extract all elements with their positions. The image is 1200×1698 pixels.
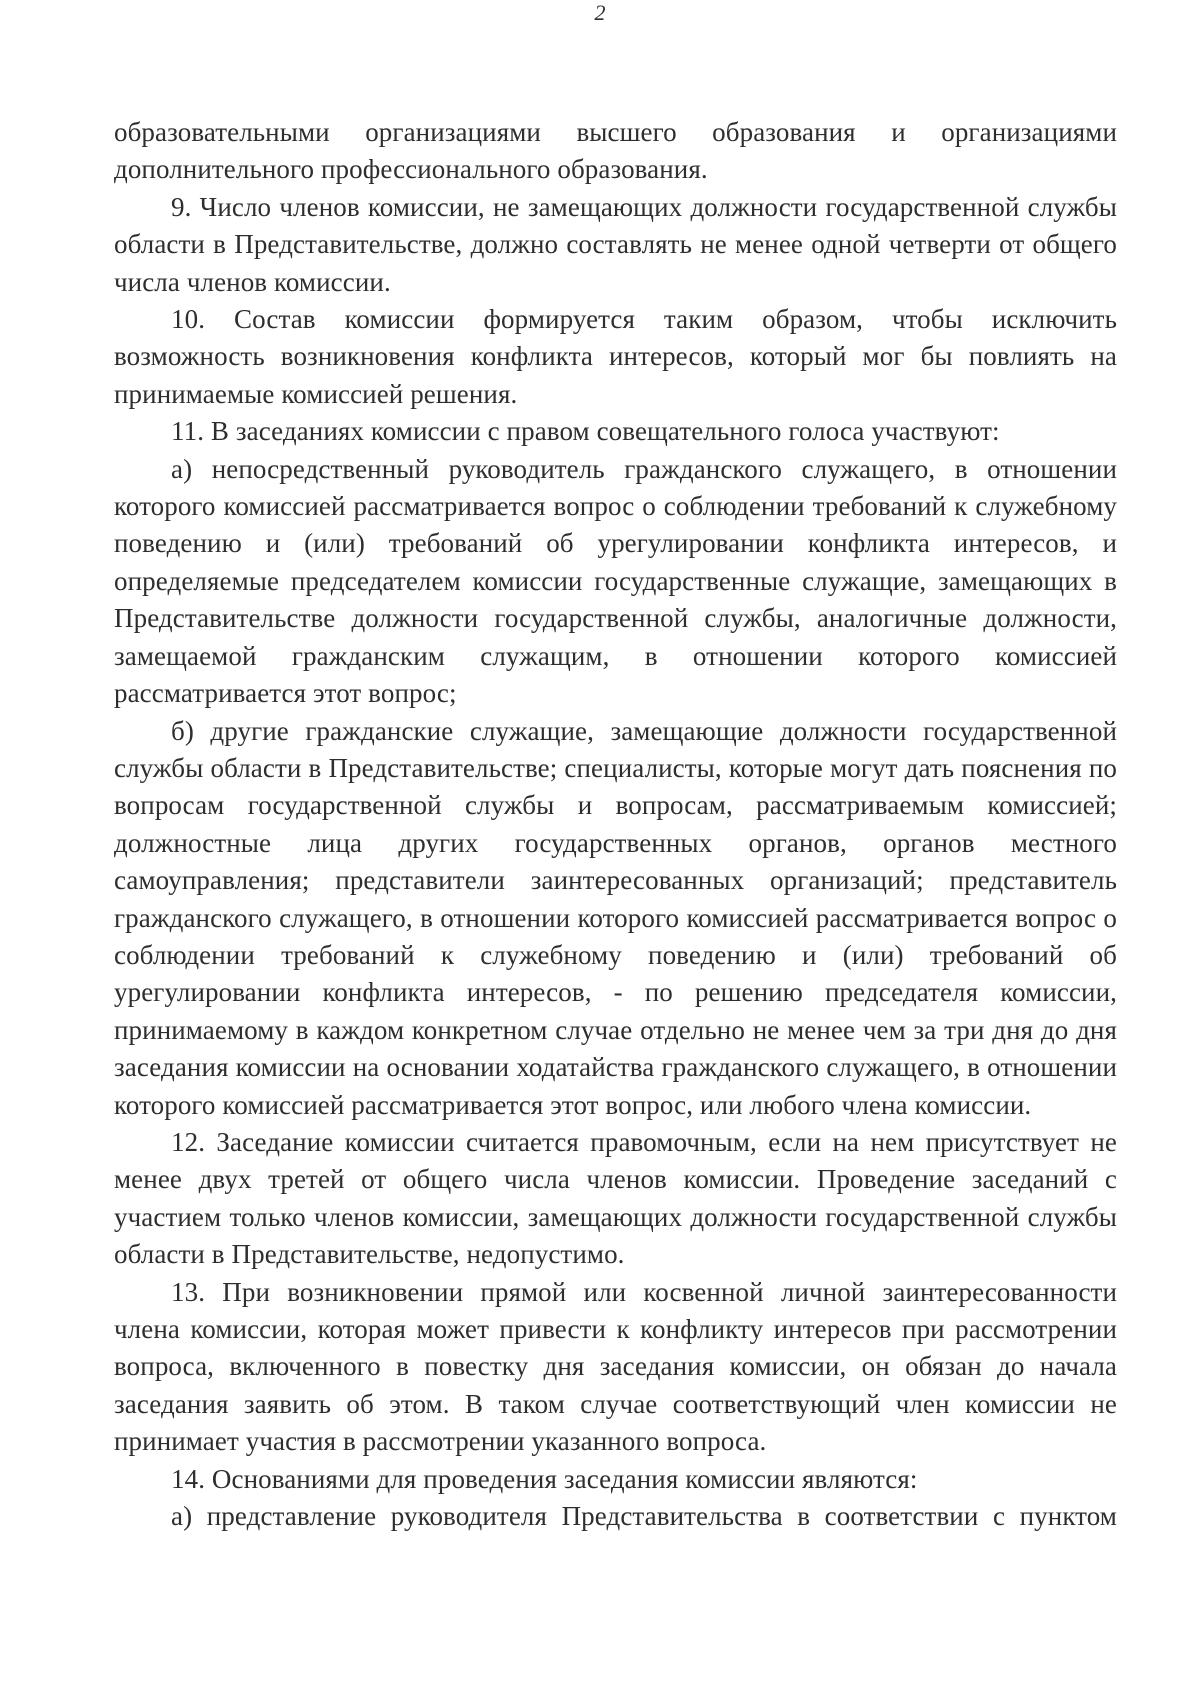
paragraph-14: 14. Основаниями для проведения заседания комиссии являются: xyxy=(171,1463,918,1494)
paragraph-11-b: б) другие гражданские служащие, замещающие должности государственной службы области в Представительстве; специалисты, которые могут дать пояснения по вопросам государственной службы и вопросам, рассматриваемым комиссией; должностные лица других государственных органов, органов местного самоуправления; представители заинтересованных организаций; представитель гражданского служащего, в отношении которого комиссией рассматривается вопрос о соблюдении требований к служебному поведению и (или) требований об урегулировании конфликта интересов, - по решению председателя комиссии, принимаемому в каждом конкретном случае отдельно не менее чем за три дня до дня заседания комиссии на основании ходатайства гражданского служащего, в отношении которого комиссией рассматривается этот вопрос, или любого члена комиссии. xyxy=(114,715,1117,1120)
paragraph-14-a: а) представление руководителя Представительства в соответствии с пунктом xyxy=(171,1501,1117,1532)
paragraph-9: 9. Число членов комиссии, не замещающих должности государственной службы области в Представительстве, должно составлять не менее одной четверти от общего числа членов комиссии. xyxy=(114,191,1117,297)
paragraph-10: 10. Состав комиссии формируется таким образом, чтобы исключить возможность возникновения конфликта интересов, который мог бы повлиять на принимаемые комиссией решения. xyxy=(114,304,1117,409)
paragraph-12: 12. Заседание комиссии считается правомочным, если на нем присутствует не менее двух третей от общего числа членов комиссии. Проведение заседаний с участием только членов комиссии, замещающих должности государственной службы области в Представительстве, недопустимо. xyxy=(114,1126,1117,1270)
paragraph-13: 13. При возникновении прямой или косвенной личной заинтересованности члена комиссии, которая может привести к конфликту интересов при рассмотрении вопроса, включенного в повестку дня заседания комиссии, он обязан до начала заседания заявить об этом. В таком случае соответствующий член комиссии не принимает участия в рассмотрении указанного вопроса. xyxy=(114,1276,1117,1457)
document-body xyxy=(114,114,1117,1535)
paragraph-11-a: а) непосредственный руководитель гражданского служащего, в отношении которого комиссией рассматривается вопрос о соблюдении требований к служебному поведению и (или) требований об урегулировании конфликта интересов, и определяемые председателем комиссии государственные служащие, замещающих в Представительстве должности государственной службы, аналогичные должности, замещаемой гражданским служащим, в отношении которого комиссией рассматривается этот вопрос; xyxy=(114,453,1117,709)
paragraph-11: 11. В заседаниях комиссии с правом совещательного голоса участвуют: xyxy=(171,416,1000,447)
paragraph-continuation-8: образовательными организациями высшего образования и организациями дополнительного профессионального образования. xyxy=(114,117,1117,185)
page-number: 2 xyxy=(594,0,606,25)
